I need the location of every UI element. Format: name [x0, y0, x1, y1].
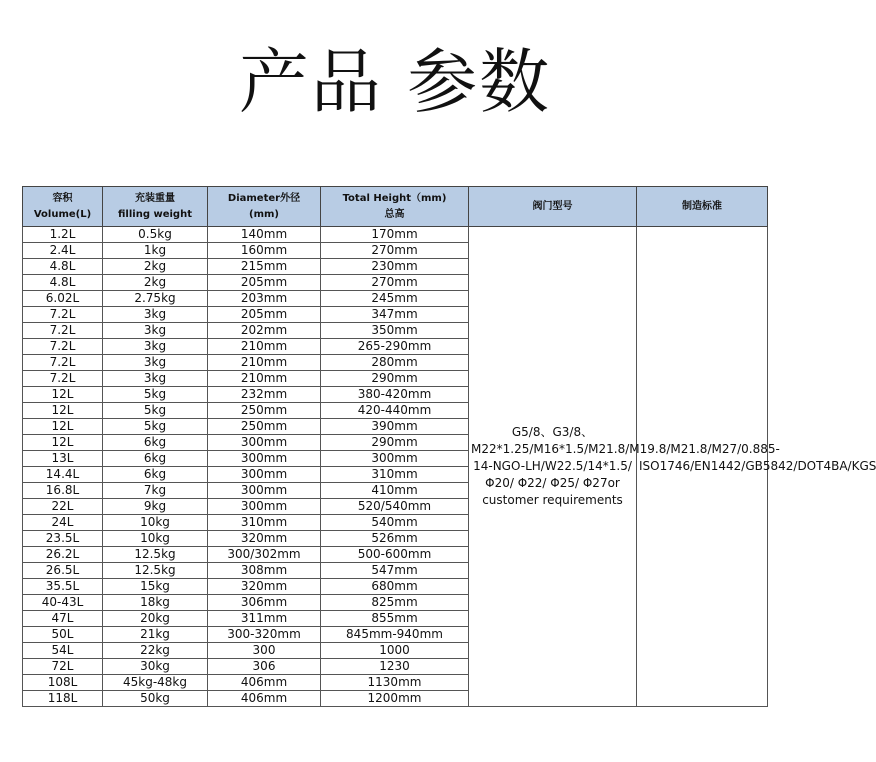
cell-diameter: 203mm	[208, 291, 321, 307]
header-label: Volume(L)	[33, 208, 92, 220]
cell-diameter: 210mm	[208, 355, 321, 371]
cell-volume: 12L	[23, 403, 103, 419]
cell-filling-weight: 15kg	[103, 579, 208, 595]
cell-diameter: 250mm	[208, 403, 321, 419]
cell-filling-weight: 3kg	[103, 323, 208, 339]
cell-volume: 12L	[23, 419, 103, 435]
cell-volume: 16.8L	[23, 483, 103, 499]
cell-filling-weight: 3kg	[103, 339, 208, 355]
cell-filling-weight: 10kg	[103, 515, 208, 531]
cell-total-height: 500-600mm	[321, 547, 469, 563]
cell-total-height: 230mm	[321, 259, 469, 275]
cell-total-height: 1130mm	[321, 675, 469, 691]
cell-total-height: 270mm	[321, 243, 469, 259]
cell-total-height: 1200mm	[321, 691, 469, 707]
cell-diameter: 306	[208, 659, 321, 675]
cell-volume: 23.5L	[23, 531, 103, 547]
cell-volume: 12L	[23, 435, 103, 451]
cell-filling-weight: 9kg	[103, 499, 208, 515]
header-label: 制造标准	[682, 200, 722, 212]
cell-diameter: 300mm	[208, 483, 321, 499]
cell-total-height: 380-420mm	[321, 387, 469, 403]
spec-table	[22, 186, 876, 707]
cell-total-height: 420-440mm	[321, 403, 469, 419]
header-label: 容积	[52, 192, 73, 204]
cell-diameter: 202mm	[208, 323, 321, 339]
cell-volume: 54L	[23, 643, 103, 659]
cell-diameter: 310mm	[208, 515, 321, 531]
cell-total-height: 170mm	[321, 227, 469, 243]
cell-total-height: 290mm	[321, 371, 469, 387]
cell-diameter: 300-320mm	[208, 627, 321, 643]
cell-volume: 7.2L	[23, 339, 103, 355]
cell-total-height: 245mm	[321, 291, 469, 307]
cell-filling-weight: 6kg	[103, 435, 208, 451]
cell-volume: 22L	[23, 499, 103, 515]
cell-total-height: 300mm	[321, 451, 469, 467]
cell-volume: 2.4L	[23, 243, 103, 259]
header-filling-weight	[103, 187, 208, 227]
cell-diameter: 140mm	[208, 227, 321, 243]
cell-total-height: 1230	[321, 659, 469, 675]
cell-filling-weight: 5kg	[103, 387, 208, 403]
cell-filling-weight: 30kg	[103, 659, 208, 675]
cell-diameter: 205mm	[208, 275, 321, 291]
cell-diameter: 300	[208, 643, 321, 659]
cell-diameter: 320mm	[208, 531, 321, 547]
cell-diameter: 300/302mm	[208, 547, 321, 563]
cell-total-height: 680mm	[321, 579, 469, 595]
header-label: 阀门型号	[532, 200, 573, 212]
cell-filling-weight: 10kg	[103, 531, 208, 547]
cell-filling-weight: 18kg	[103, 595, 208, 611]
cell-volume: 6.02L	[23, 291, 103, 307]
header-diameter	[208, 187, 321, 227]
cell-filling-weight: 6kg	[103, 467, 208, 483]
cell-standard: ISO1746/EN1442/GB5842/DOT4BA/KGS	[637, 227, 768, 707]
cell-filling-weight: 1kg	[103, 243, 208, 259]
table-row	[23, 227, 768, 243]
header-label: Total Height（mm)	[342, 192, 447, 204]
cell-filling-weight: 6kg	[103, 451, 208, 467]
cell-total-height: 825mm	[321, 595, 469, 611]
cell-filling-weight: 5kg	[103, 403, 208, 419]
header-label: 总高	[384, 208, 405, 220]
cell-volume: 1.2L	[23, 227, 103, 243]
cell-volume: 35.5L	[23, 579, 103, 595]
cell-diameter: 406mm	[208, 691, 321, 707]
cell-volume: 26.5L	[23, 563, 103, 579]
cell-total-height: 270mm	[321, 275, 469, 291]
cell-total-height: 290mm	[321, 435, 469, 451]
header-label: Diameter外径	[227, 192, 301, 204]
cell-total-height: 520/540mm	[321, 499, 469, 515]
header-label: (mm)	[249, 208, 279, 220]
cell-filling-weight: 20kg	[103, 611, 208, 627]
cell-total-height: 280mm	[321, 355, 469, 371]
header-standard	[637, 187, 768, 227]
header-row	[23, 187, 768, 227]
cell-diameter: 320mm	[208, 579, 321, 595]
cell-volume: 50L	[23, 627, 103, 643]
cell-filling-weight: 45kg-48kg	[103, 675, 208, 691]
header-volume	[23, 187, 103, 227]
cell-filling-weight: 2kg	[103, 275, 208, 291]
cell-volume: 47L	[23, 611, 103, 627]
cell-volume: 4.8L	[23, 275, 103, 291]
cell-total-height: 855mm	[321, 611, 469, 627]
cell-total-height: 390mm	[321, 419, 469, 435]
cell-diameter: 311mm	[208, 611, 321, 627]
header-total-height	[321, 187, 469, 227]
cell-volume: 118L	[23, 691, 103, 707]
cell-filling-weight: 22kg	[103, 643, 208, 659]
cell-filling-weight: 3kg	[103, 355, 208, 371]
cell-total-height: 526mm	[321, 531, 469, 547]
cell-diameter: 250mm	[208, 419, 321, 435]
cell-diameter: 300mm	[208, 435, 321, 451]
header-valve-model	[469, 187, 637, 227]
cell-filling-weight: 3kg	[103, 371, 208, 387]
cell-total-height: 265-290mm	[321, 339, 469, 355]
cell-filling-weight: 2.75kg	[103, 291, 208, 307]
cell-diameter: 306mm	[208, 595, 321, 611]
cell-volume: 24L	[23, 515, 103, 531]
cell-volume: 7.2L	[23, 355, 103, 371]
cell-total-height: 547mm	[321, 563, 469, 579]
cell-volume: 12L	[23, 387, 103, 403]
cell-volume: 108L	[23, 675, 103, 691]
cell-filling-weight: 5kg	[103, 419, 208, 435]
cell-total-height: 350mm	[321, 323, 469, 339]
cell-diameter: 215mm	[208, 259, 321, 275]
header-label: 充装重量	[135, 192, 175, 204]
cell-filling-weight: 3kg	[103, 307, 208, 323]
cell-total-height: 540mm	[321, 515, 469, 531]
cell-total-height: 310mm	[321, 467, 469, 483]
cell-diameter: 308mm	[208, 563, 321, 579]
cell-filling-weight: 12.5kg	[103, 547, 208, 563]
cell-diameter: 205mm	[208, 307, 321, 323]
cell-volume: 13L	[23, 451, 103, 467]
cell-diameter: 210mm	[208, 339, 321, 355]
cell-total-height: 1000	[321, 643, 469, 659]
cell-total-height: 410mm	[321, 483, 469, 499]
page-title: 产品 参数	[238, 41, 552, 123]
cell-valve-model: G5/8、G3/8、M22*1.25/M16*1.5/M21.8/M19.8/M21.8/M27/0.885-14-NGO-LH/W22.5/14*1.5/Φ20/ Φ22/ Φ25/ Φ27or customer requirements	[469, 227, 637, 707]
cell-diameter: 160mm	[208, 243, 321, 259]
cell-diameter: 210mm	[208, 371, 321, 387]
cell-volume: 7.2L	[23, 371, 103, 387]
cell-diameter: 300mm	[208, 499, 321, 515]
cell-filling-weight: 21kg	[103, 627, 208, 643]
cell-total-height: 347mm	[321, 307, 469, 323]
cell-volume: 4.8L	[23, 259, 103, 275]
header-label: filling weight	[118, 208, 192, 220]
cell-filling-weight: 0.5kg	[103, 227, 208, 243]
cell-volume: 40-43L	[23, 595, 103, 611]
cell-diameter: 300mm	[208, 451, 321, 467]
cell-diameter: 406mm	[208, 675, 321, 691]
cell-filling-weight: 12.5kg	[103, 563, 208, 579]
cell-total-height: 845mm-940mm	[321, 627, 469, 643]
cell-volume: 26.2L	[23, 547, 103, 563]
cell-diameter: 300mm	[208, 467, 321, 483]
cell-filling-weight: 7kg	[103, 483, 208, 499]
cell-diameter: 232mm	[208, 387, 321, 403]
cell-filling-weight: 2kg	[103, 259, 208, 275]
cell-volume: 7.2L	[23, 323, 103, 339]
cell-filling-weight: 50kg	[103, 691, 208, 707]
cell-volume: 14.4L	[23, 467, 103, 483]
cell-volume: 7.2L	[23, 307, 103, 323]
cell-volume: 72L	[23, 659, 103, 675]
